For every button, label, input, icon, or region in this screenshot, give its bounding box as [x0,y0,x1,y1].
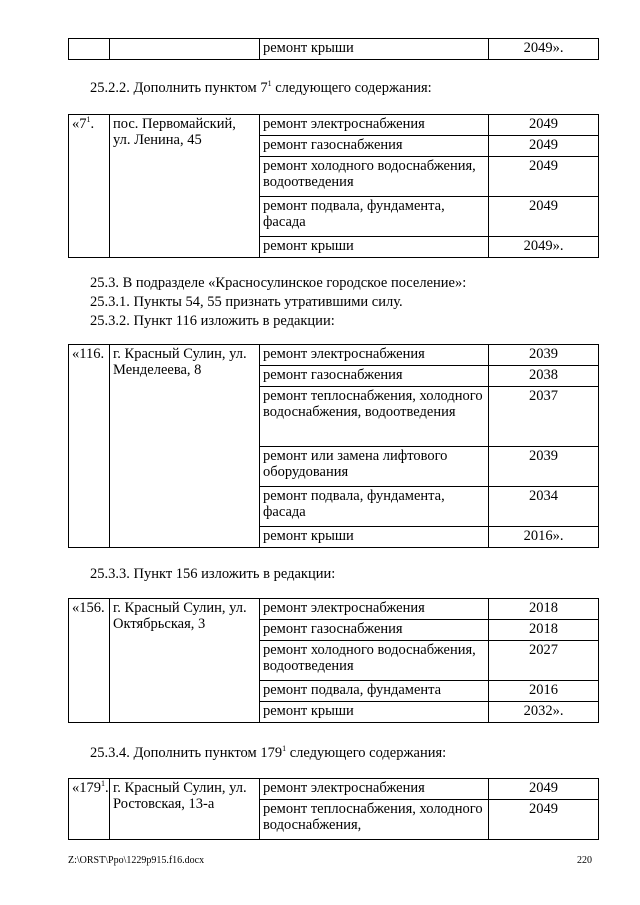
cell-work: ремонт подвала, фундамента, фасада [260,197,489,237]
cell-year: 2039 [489,447,599,487]
paragraph-25-2-2: 25.2.2. Дополнить пунктом $7^1$ следующего содержания: [90,79,432,96]
table-item-156 [68,598,599,723]
cell-work: ремонт крыши [260,39,489,60]
cell-year: 2049 [489,157,599,197]
table-item-116 [68,344,599,548]
cell-year: 2049 [489,115,599,136]
cell-work: ремонт крыши [260,237,489,258]
table-row [69,39,599,60]
cell-work: ремонт газоснабжения [260,366,489,387]
cell-work: ремонт крыши [260,527,489,548]
cell-work: ремонт электроснабжения [260,779,489,800]
cell-work: ремонт подвала, фундамента [260,681,489,702]
cell-number: «$179^1$. [69,779,110,840]
cell-number: «156. [69,599,110,723]
cell-year: 2018 [489,599,599,620]
table-item-7-1 [68,114,599,258]
cell-address: г. Красный Сулин, ул. Октябрьская, 3 [110,599,260,723]
table-row [69,779,599,800]
cell-work: ремонт электроснабжения [260,345,489,366]
cell-work: ремонт холодного водоснабжения, водоотведения [260,157,489,197]
cell-address: г. Красный Сулин, ул. Менделеева, 8 [110,345,260,548]
table-item-179-1 [68,778,599,840]
cell-address: г. Красный Сулин, ул. Ростовская, 13-а [110,779,260,840]
cell-work: ремонт холодного водоснабжения, водоотведения [260,641,489,681]
cell-year: 2049 [489,779,599,800]
cell-work: ремонт теплоснабжения, холодного водоснабжения, [260,800,489,840]
cell-year: 2034 [489,487,599,527]
table-row [69,345,599,366]
cell-work: ремонт газоснабжения [260,136,489,157]
cell-address [110,39,260,60]
paragraph-25-3-2: 25.3.2. Пункт 116 изложить в редакции: [90,313,335,329]
cell-year: 2049». [489,39,599,60]
cell-work: ремонт газоснабжения [260,620,489,641]
cell-year: 2016». [489,527,599,548]
table-row [69,599,599,620]
paragraph-25-3: 25.3. В подразделе «Красносулинское городское поселение»: [90,275,467,291]
paragraph-25-3-4: 25.3.4. Дополнить пунктом $179^1$ следующего содержания: [90,744,447,761]
table-row [69,115,599,136]
cell-year: 2038 [489,366,599,387]
cell-work: ремонт электроснабжения [260,115,489,136]
cell-work: ремонт подвала, фундамента, фасада [260,487,489,527]
cell-work: ремонт крыши [260,702,489,723]
cell-work: ремонт теплоснабжения, холодного водоснабжения, водоотведения [260,387,489,447]
paragraph-25-3-1: 25.3.1. Пункты 54, 55 признать утратившими силу. [90,294,403,310]
footer-file-path: Z:\ORST\Ppo\1229p915.f16.docx [68,855,205,866]
cell-year: 2049 [489,136,599,157]
cell-year: 2027 [489,641,599,681]
table-continuation [68,38,599,60]
footer-page-number: 220 [577,855,592,866]
cell-work: ремонт электроснабжения [260,599,489,620]
cell-number: «116. [69,345,110,548]
cell-year: 2039 [489,345,599,366]
cell-number [69,39,110,60]
cell-year: 2018 [489,620,599,641]
cell-address: пос. Первомайский, ул. Ленина, 45 [110,115,260,258]
cell-year: 2049 [489,197,599,237]
cell-year: 2032». [489,702,599,723]
cell-year: 2049». [489,237,599,258]
cell-year: 2016 [489,681,599,702]
cell-year: 2037 [489,387,599,447]
cell-number: «$7^1$. [69,115,110,258]
paragraph-25-3-3: 25.3.3. Пункт 156 изложить в редакции: [90,566,336,582]
cell-year: 2049 [489,800,599,840]
cell-work: ремонт или замена лифтового оборудования [260,447,489,487]
